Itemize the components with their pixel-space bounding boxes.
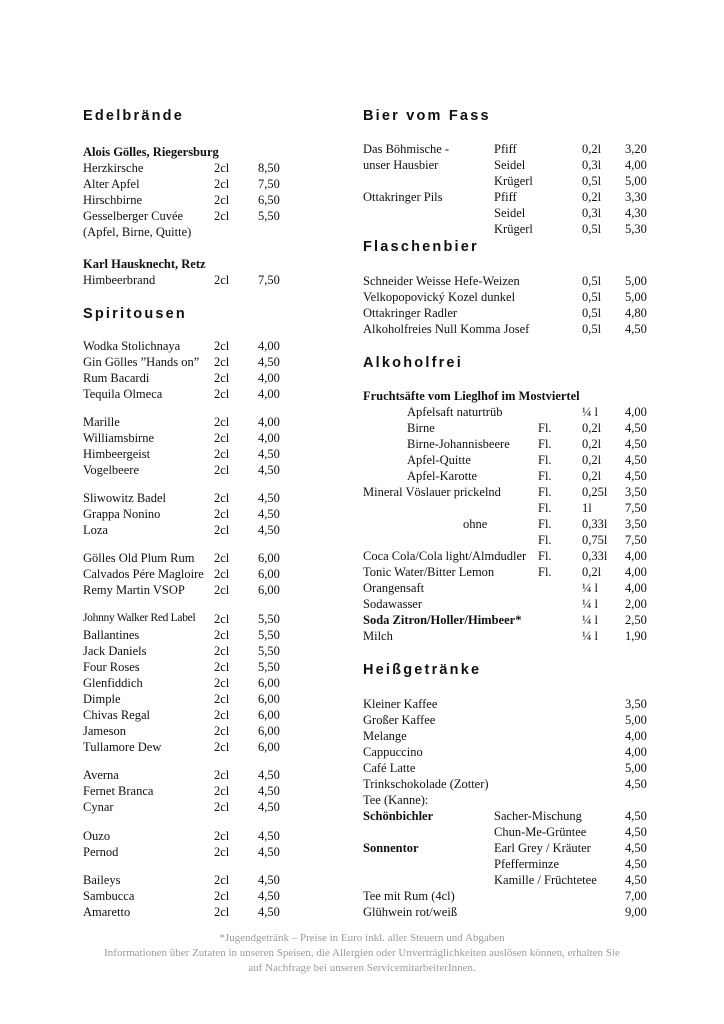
item-size: 2cl <box>214 551 230 565</box>
item-name: Cynar <box>83 800 114 814</box>
item-size: 2cl <box>214 273 230 287</box>
item-price: 7,50 <box>258 273 280 287</box>
item-unit: Fl. <box>538 437 552 451</box>
item-name: Hirschbirne <box>83 193 143 207</box>
item-size: 2cl <box>214 800 230 814</box>
item-size: 2cl <box>214 905 230 919</box>
item-size: 0,25l <box>582 485 608 499</box>
item-price: 4,50 <box>258 507 280 521</box>
item-price: 4,50 <box>258 784 280 798</box>
section-title-bier: Bier vom Fass <box>363 108 491 124</box>
item-name: Tonic Water/Bitter Lemon <box>363 565 495 579</box>
item-price: 3,50 <box>625 485 647 499</box>
item-name: Großer Kaffee <box>363 713 436 727</box>
item-name: Himbeergeist <box>83 447 151 461</box>
item-price: 4,50 <box>625 421 647 435</box>
producer-header: Alois Gölles, Riegersburg <box>83 145 219 159</box>
item-name: Coca Cola/Cola light/Almdudler <box>363 549 527 563</box>
item-name: Trinkschokolade (Zotter) <box>363 777 489 791</box>
item-price: 5,00 <box>625 761 647 775</box>
item-size: 2cl <box>214 193 230 207</box>
item-glass: Krügerl <box>494 174 533 188</box>
item-size: 2cl <box>214 628 230 642</box>
item-price: 4,50 <box>625 437 647 451</box>
item-name: Four Roses <box>83 660 140 674</box>
item-name: Remy Martin VSOP <box>83 583 185 597</box>
item-name: Tee (Kanne): <box>363 793 429 807</box>
item-size: 2cl <box>214 177 230 191</box>
item-name: Glenfiddich <box>83 676 143 690</box>
item-price: 7,50 <box>625 501 647 515</box>
item-price: 7,50 <box>258 177 280 191</box>
item-price: 4,50 <box>258 889 280 903</box>
item-price: 5,50 <box>258 209 280 223</box>
item-size: 2cl <box>214 740 230 754</box>
item-name: Sliwowitz Badel <box>83 491 166 505</box>
item-price: 4,50 <box>258 355 280 369</box>
item-name: Amaretto <box>83 905 131 919</box>
item-price: 1,90 <box>625 629 647 643</box>
footer-line-2: Informationen über Zutaten in unseren Speisen, die Allergien oder Unverträglichkeiten auslösen können, erhalten Sie <box>104 947 620 959</box>
item-size: 0,2l <box>582 190 602 204</box>
item-size: ¼ l <box>582 581 598 595</box>
item-price: 4,50 <box>258 905 280 919</box>
item-price: 5,00 <box>625 174 647 188</box>
item-size: 0,33l <box>582 549 608 563</box>
item-size: 0,5l <box>582 222 602 236</box>
item-name: Chivas Regal <box>83 708 151 722</box>
item-size: 2cl <box>214 784 230 798</box>
footer <box>0 931 724 976</box>
item-name: unser Hausbier <box>363 158 439 172</box>
item-price: 4,50 <box>258 523 280 537</box>
item-size: 0,5l <box>582 322 602 336</box>
item-size: 1l <box>582 501 592 515</box>
item-price: 6,00 <box>258 676 280 690</box>
item-price: 4,50 <box>258 800 280 814</box>
item-name: Loza <box>83 523 108 537</box>
item-price: 5,00 <box>625 713 647 727</box>
item-size: 2cl <box>214 355 230 369</box>
item-size: 2cl <box>214 829 230 843</box>
item-price: 4,50 <box>625 825 647 839</box>
item-size: 2cl <box>214 644 230 658</box>
item-price: 4,50 <box>625 873 647 887</box>
item-price: 4,00 <box>625 549 647 563</box>
item-price: 4,50 <box>258 491 280 505</box>
item-size: ¼ l <box>582 405 598 419</box>
item-size: ¼ l <box>582 629 598 643</box>
item-size: 2cl <box>214 612 230 626</box>
item-size: 0,2l <box>582 421 602 435</box>
item-price: 4,50 <box>258 768 280 782</box>
item-price: 4,50 <box>625 322 647 336</box>
item-price: 3,50 <box>625 697 647 711</box>
item-size: 2cl <box>214 583 230 597</box>
item-name: Herzkirsche <box>83 161 144 175</box>
item-size: 2cl <box>214 567 230 581</box>
item-size: ¼ l <box>582 597 598 611</box>
item-price: 4,00 <box>258 387 280 401</box>
item-name: Kleiner Kaffee <box>363 697 438 711</box>
item-price: 8,50 <box>258 161 280 175</box>
item-name: Rum Bacardi <box>83 371 150 385</box>
item-name: ohne <box>463 517 488 531</box>
item-price: 7,00 <box>625 889 647 903</box>
item-price: 4,00 <box>625 745 647 759</box>
item-name: Ballantines <box>83 628 140 642</box>
item-name: Apfelsaft naturtrüb <box>407 405 503 419</box>
item-price: 6,00 <box>258 740 280 754</box>
item-name: Gölles Old Plum Rum <box>83 551 195 565</box>
item-price: 4,80 <box>625 306 647 320</box>
item-name: Milch <box>363 629 393 643</box>
item-glass: Krügerl <box>494 222 533 236</box>
item-name: Jameson <box>83 724 127 738</box>
item-size: 2cl <box>214 676 230 690</box>
item-size: 2cl <box>214 491 230 505</box>
item-name: Vogelbeere <box>83 463 139 477</box>
item-name: Sonnentor <box>363 841 419 855</box>
item-price: 2,00 <box>625 597 647 611</box>
producer-header: Fruchtsäfte vom Lieglhof im Mostviertel <box>363 389 580 403</box>
item-unit: Fl. <box>538 421 552 435</box>
item-size: 2cl <box>214 692 230 706</box>
item-size: 2cl <box>214 523 230 537</box>
item-glass: Pfiff <box>494 142 517 156</box>
item-unit: Fl. <box>538 517 552 531</box>
item-price: 5,50 <box>258 628 280 642</box>
item-name: Baileys <box>83 873 121 887</box>
item-price: 6,00 <box>258 567 280 581</box>
item-size: 2cl <box>214 708 230 722</box>
item-price: 6,00 <box>258 708 280 722</box>
item-unit: Fl. <box>538 533 552 547</box>
item-price: 4,50 <box>625 857 647 871</box>
item-name: Wodka Stolichnaya <box>83 339 181 353</box>
item-name: Gin Gölles ”Hands on” <box>83 355 200 369</box>
item-price: 4,50 <box>258 829 280 843</box>
item-name: Das Böhmische - <box>363 142 450 156</box>
item-name: Sodawasser <box>363 597 423 611</box>
item-price: 6,00 <box>258 551 280 565</box>
item-price: 7,50 <box>625 533 647 547</box>
item-price: 4,00 <box>625 729 647 743</box>
item-price: 6,50 <box>258 193 280 207</box>
item-name: Ottakringer Pils <box>363 190 443 204</box>
section-title-flaschenbier: Flaschenbier <box>363 239 479 255</box>
item-name: Birne <box>407 421 435 435</box>
item-name: Sambucca <box>83 889 135 903</box>
item-size: 0,2l <box>582 565 602 579</box>
item-size: 2cl <box>214 447 230 461</box>
item-price: 3,20 <box>625 142 647 156</box>
section-title-alkoholfrei: Alkoholfrei <box>363 355 463 371</box>
item-size: 2cl <box>214 371 230 385</box>
item-name: Tequila Olmeca <box>83 387 163 401</box>
item-name: Jack Daniels <box>83 644 147 658</box>
item-glass: Seidel <box>494 158 526 172</box>
item-name: Pernod <box>83 845 119 859</box>
item-price: 4,50 <box>625 841 647 855</box>
item-size: 2cl <box>214 387 230 401</box>
item-price: 5,30 <box>625 222 647 236</box>
item-variant: Earl Grey / Kräuter <box>494 841 591 855</box>
section-title-spirituosen: Spiritousen <box>83 306 187 322</box>
item-name: Apfel-Karotte <box>407 469 478 483</box>
item-name: Orangensaft <box>363 581 425 595</box>
item-price: 4,50 <box>625 453 647 467</box>
item-price: 4,00 <box>258 415 280 429</box>
item-name: Mineral Vöslauer prickelnd <box>363 485 501 499</box>
item-name: Birne-Johannisbeere <box>407 437 510 451</box>
item-size: 0,2l <box>582 453 602 467</box>
item-price: 4,00 <box>258 371 280 385</box>
item-name: Alkoholfreies Null Komma Josef <box>363 322 530 336</box>
item-size: 2cl <box>214 889 230 903</box>
item-price: 5,00 <box>625 290 647 304</box>
item-variant: Pfefferminze <box>494 857 560 871</box>
footer-line-1: *Jugendgetränk – Preise in Euro inkl. aller Steuern und Abgaben <box>219 932 505 944</box>
item-size: 0,2l <box>582 469 602 483</box>
item-size: 2cl <box>214 161 230 175</box>
item-price: 4,50 <box>258 447 280 461</box>
item-size: 2cl <box>214 209 230 223</box>
item-variant: Chun-Me-Grüntee <box>494 825 587 839</box>
item-unit: Fl. <box>538 501 552 515</box>
item-size: 0,3l <box>582 206 602 220</box>
item-variant: Kamille / Früchtetee <box>494 873 597 887</box>
item-price: 4,50 <box>258 463 280 477</box>
item-price: 4,00 <box>625 565 647 579</box>
item-name: Johnny Walker Red Label <box>83 612 196 624</box>
item-price: 6,00 <box>258 724 280 738</box>
item-unit: Fl. <box>538 485 552 499</box>
item-name: Schneider Weisse Hefe-Weizen <box>363 274 520 288</box>
item-name: Calvados Pére Magloire <box>83 567 204 581</box>
item-size: 2cl <box>214 507 230 521</box>
item-unit: Fl. <box>538 565 552 579</box>
item-price: 6,00 <box>258 692 280 706</box>
item-price: 4,50 <box>258 873 280 887</box>
item-name: Ottakringer Radler <box>363 306 458 320</box>
item-glass: Pfiff <box>494 190 517 204</box>
item-name: Marille <box>83 415 120 429</box>
item-name: Averna <box>83 768 119 782</box>
item-price: 5,50 <box>258 660 280 674</box>
item-price: 4,50 <box>625 809 647 823</box>
item-price: 5,50 <box>258 612 280 626</box>
item-size: 0,5l <box>582 306 602 320</box>
item-size: 0,5l <box>582 290 602 304</box>
item-name: Dimple <box>83 692 121 706</box>
item-price: 6,00 <box>258 583 280 597</box>
item-price: 4,50 <box>625 469 647 483</box>
item-name: Soda Zitron/Holler/Himbeer* <box>363 613 522 627</box>
item-name: Gesselberger Cuvée <box>83 209 184 223</box>
item-size: 2cl <box>214 660 230 674</box>
item-size: 0,3l <box>582 158 602 172</box>
item-price: 4,50 <box>625 777 647 791</box>
item-size: 2cl <box>214 431 230 445</box>
item-name: Grappa Nonino <box>83 507 161 521</box>
item-size: ¼ l <box>582 613 598 627</box>
section-title-edelbraende: Edelbrände <box>83 108 184 124</box>
item-price: 4,50 <box>258 845 280 859</box>
footer-line-3: auf Nachfrage bei unseren ServicemitarbeiterInnen. <box>248 962 476 974</box>
item-size: 2cl <box>214 339 230 353</box>
item-price: 2,50 <box>625 613 647 627</box>
item-name: Velkopopovický Kozel dunkel <box>363 290 516 304</box>
item-price: 3,30 <box>625 190 647 204</box>
item-name: Café Latte <box>363 761 416 775</box>
item-name: Glühwein rot/weiß <box>363 905 458 919</box>
item-size: 0,33l <box>582 517 608 531</box>
item-unit: Fl. <box>538 469 552 483</box>
item-unit: Fl. <box>538 453 552 467</box>
item-size: 2cl <box>214 463 230 477</box>
item-name: Tee mit Rum (4cl) <box>363 889 455 903</box>
item-glass: Seidel <box>494 206 526 220</box>
item-name: Ouzo <box>83 829 111 843</box>
producer-header: Karl Hausknecht, Retz <box>83 257 206 271</box>
item-name: Himbeerbrand <box>83 273 156 287</box>
item-price: 4,00 <box>258 431 280 445</box>
item-size: 2cl <box>214 415 230 429</box>
item-price: 4,30 <box>625 206 647 220</box>
item-size: 0,5l <box>582 274 602 288</box>
item-price: 4,00 <box>258 339 280 353</box>
item-size: 0,2l <box>582 437 602 451</box>
item-price: 4,00 <box>625 581 647 595</box>
item-variant: Sacher-Mischung <box>494 809 582 823</box>
item-price: 3,50 <box>625 517 647 531</box>
item-size: 2cl <box>214 873 230 887</box>
item-size: 0,75l <box>582 533 608 547</box>
item-price: 4,00 <box>625 158 647 172</box>
item-name: Apfel-Quitte <box>407 453 471 467</box>
item-price: 9,00 <box>625 905 647 919</box>
item-size: 0,5l <box>582 174 602 188</box>
item-price: 5,00 <box>625 274 647 288</box>
section-title-heissgetraenke: Heißgetränke <box>363 662 482 678</box>
item-name: Williamsbirne <box>83 431 155 445</box>
item-name: Fernet Branca <box>83 784 154 798</box>
item-price: 5,50 <box>258 644 280 658</box>
item-name: Melange <box>363 729 407 743</box>
item-name: Tullamore Dew <box>83 740 162 754</box>
item-size: 2cl <box>214 845 230 859</box>
item-size: 2cl <box>214 724 230 738</box>
item-size: 2cl <box>214 768 230 782</box>
item-name: Schönbichler <box>363 809 434 823</box>
item-name: Cappuccino <box>363 745 423 759</box>
item-unit: Fl. <box>538 549 552 563</box>
item-name: (Apfel, Birne, Quitte) <box>83 225 192 239</box>
item-price: 4,00 <box>625 405 647 419</box>
item-name: Alter Apfel <box>83 177 140 191</box>
item-size: 0,2l <box>582 142 602 156</box>
